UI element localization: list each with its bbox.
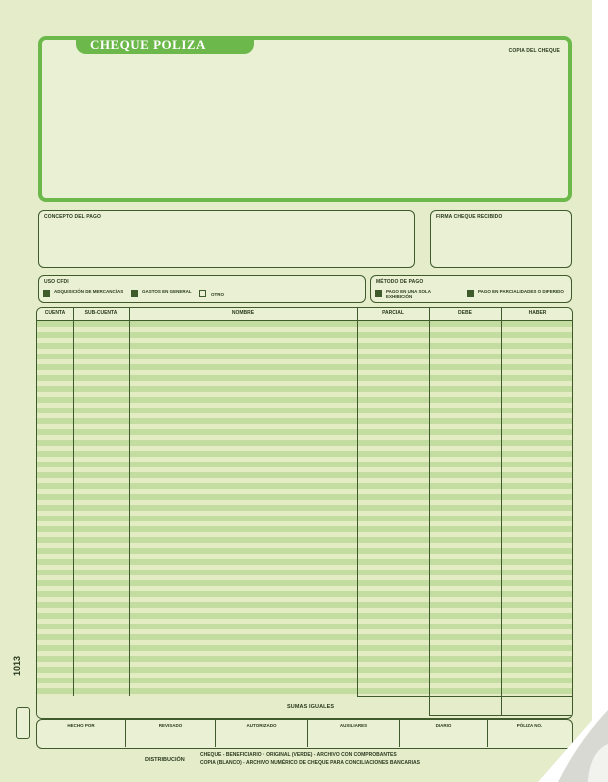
footer-autorizado[interactable]: AUTORIZADO [215,720,307,747]
concepto-label: CONCEPTO DEL PAGO [44,214,101,220]
ledger-row[interactable] [37,511,572,516]
ledger-row[interactable] [37,673,572,678]
metodo-option-2-label: PAGO EN PARCIALIDADES O DIFERIDO [478,289,564,294]
ledger-row[interactable] [37,338,572,343]
ledger-row[interactable] [37,457,572,462]
ledger-row[interactable] [37,521,572,526]
ledger-row[interactable] [37,640,572,645]
ledger-row[interactable] [37,359,572,364]
ledger-row[interactable] [37,683,572,688]
uso-option-1-checkbox[interactable] [43,290,50,297]
sumas-row [37,696,572,719]
uso-cfdi-box [38,275,366,303]
firma-label: FIRMA CHEQUE RECIBIDO [436,214,503,220]
ledger-row[interactable] [37,500,572,505]
ledger-row[interactable] [37,597,572,602]
ledger-row[interactable] [37,489,572,494]
col-header-subcuenta: SUB-CUENTA [84,310,118,316]
uso-option-2-label: GASTOS EN GENERAL [142,289,192,294]
col-header-debe: DEBE [458,310,472,316]
footer-poliza-no[interactable]: PÓLIZA NO. [487,720,571,747]
ledger-row[interactable] [37,586,572,591]
ledger-row[interactable] [37,619,572,624]
ledger-row[interactable] [37,403,572,408]
ledger-row[interactable] [37,370,572,375]
distribucion-label: DISTRIBUCIÓN [145,757,185,763]
firma-field[interactable] [430,210,572,268]
col-divider [129,308,130,696]
ledger-row[interactable] [37,467,572,472]
col-divider [501,308,502,696]
ledger-row[interactable] [37,629,572,634]
ledger-row[interactable] [37,446,572,451]
ledger-row[interactable] [37,435,572,440]
concepto-field[interactable] [38,210,415,268]
uso-cfdi-label: USO CFDI [44,279,69,285]
uso-option-1-label: ADQUISICIÓN DE MERCANCÍAS [54,289,124,294]
ledger-row[interactable] [37,543,572,548]
uso-option-3-checkbox[interactable] [199,290,206,297]
ledger-row[interactable] [37,349,572,354]
ledger-row[interactable] [37,413,572,418]
metodo-option-1-checkbox[interactable] [375,290,382,297]
cheque-title: CHEQUE POLIZA [76,36,254,54]
metodo-pago-box [370,275,572,303]
footer-diario[interactable]: DIARIO [399,720,487,747]
ledger-row[interactable] [37,532,572,537]
ledger-header [37,308,572,321]
signature-footer [36,719,573,749]
ledger-row[interactable] [37,478,572,483]
col-divider [429,308,430,719]
footer-auxiliares[interactable]: AUXILIARES [307,720,399,747]
uso-option-3-label: OTRO [211,292,224,297]
metodo-pago-label: MÉTODO DE PAGO [376,279,424,285]
col-header-nombre: NOMBRE [231,310,255,316]
ledger-row[interactable] [37,392,572,397]
cheque-area[interactable] [38,36,572,202]
page-curl-icon [538,702,608,782]
footer-hecho-por[interactable]: HECHO POR [67,723,95,728]
ledger-row[interactable] [37,608,572,613]
ledger-row[interactable] [37,662,572,667]
col-header-haber: HABER [528,310,547,316]
form-number: 1013 [12,655,22,676]
ledger-row[interactable] [37,565,572,570]
ledger-row[interactable] [37,651,572,656]
brand-logo-icon [16,707,30,739]
col-header-cuenta: CUENTA [44,310,66,316]
col-divider [73,308,74,696]
ledger-row[interactable] [37,575,572,580]
col-header-parcial: PARCIAL [382,310,404,316]
metodo-option-2-checkbox[interactable] [467,290,474,297]
metodo-option-1-label: PAGO EN UNA SOLA EXHIBICIÓN [386,289,431,299]
ledger-row[interactable] [37,554,572,559]
uso-option-2-checkbox[interactable] [131,290,138,297]
ledger-table [36,307,573,719]
footer-revisado[interactable]: REVISADO [125,720,215,747]
ledger-row[interactable] [37,424,572,429]
cheque-copy-label: COPIA DEL CHEQUE [508,48,560,54]
distribucion-line-1: CHEQUE - BENEFICIARIO · ORIGINAL (VERDE) - ARCHIVO CON COMPROBANTES [200,752,397,758]
ledger-row[interactable] [37,327,572,332]
sumas-iguales-label: SUMAS IGUALES [287,704,335,710]
distribucion-line-2: COPIA (BLANCO) - ARCHIVO NUMÉRICO DE CHEQUE PARA CONCILIACIONES BANCARIAS [200,760,420,766]
col-divider [357,308,358,719]
ledger-row[interactable] [37,381,572,386]
